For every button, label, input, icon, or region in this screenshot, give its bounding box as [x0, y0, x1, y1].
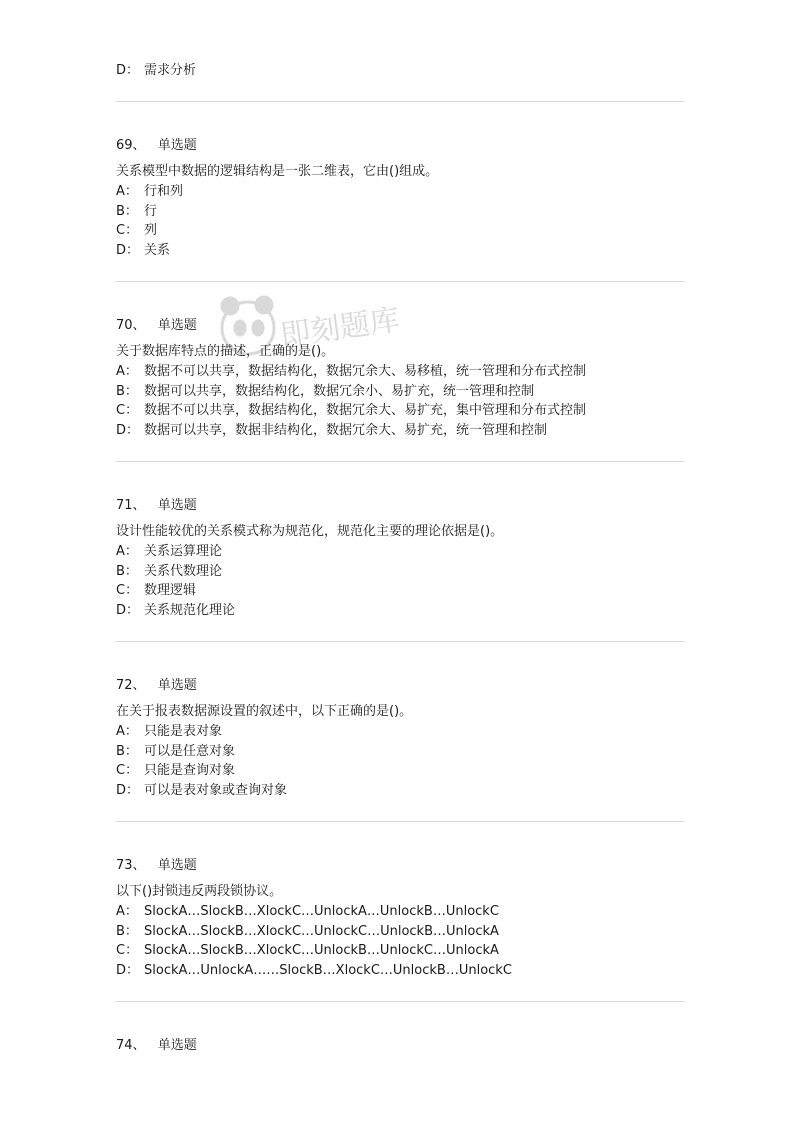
- divider: [116, 101, 684, 102]
- option-letter: D：: [116, 963, 140, 978]
- option-a: [116, 903, 499, 921]
- option-letter: D：: [116, 603, 140, 618]
- option-b: [116, 923, 499, 941]
- question-header: [116, 677, 197, 695]
- question-stem: 设计性能较优的关系模式称为规范化，规范化主要的理论依据是()。: [116, 524, 504, 539]
- option-text: 可以是表对象或查询对象: [144, 783, 288, 798]
- divider: [116, 821, 684, 822]
- option-c: [116, 582, 196, 600]
- option-c: [116, 762, 235, 780]
- option-text: 关系规范化理论: [144, 603, 236, 618]
- option-b: [116, 203, 157, 221]
- divider: [116, 641, 684, 642]
- question-header: [116, 317, 197, 335]
- option-d: [116, 422, 547, 440]
- question-header: [116, 1037, 197, 1055]
- option-letter: B：: [116, 924, 138, 939]
- question-stem: 在关于报表数据源设置的叙述中，以下正确的是()。: [116, 704, 413, 719]
- option-letter: B：: [116, 564, 138, 579]
- option-letter: C：: [116, 403, 139, 418]
- option-text: 可以是任意对象: [144, 744, 236, 759]
- option-text: 只能是表对象: [144, 724, 223, 739]
- question-type: 单选题: [157, 318, 197, 333]
- question-type: 单选题: [157, 678, 197, 693]
- option-text: 需求分析: [144, 63, 197, 78]
- option-a: [116, 183, 183, 201]
- option-d: [116, 962, 512, 980]
- option-letter: C：: [116, 583, 139, 598]
- divider: [116, 461, 684, 462]
- option-letter: C：: [116, 763, 139, 778]
- option-d: [116, 242, 170, 260]
- question-number: 70、: [116, 318, 146, 333]
- option-letter: B：: [116, 384, 138, 399]
- watermark-text: 即刻题库: [278, 302, 402, 354]
- option-letter: A：: [116, 364, 138, 379]
- question-header: [116, 137, 197, 155]
- question-type: 单选题: [157, 858, 197, 873]
- option-b: [116, 563, 222, 581]
- option-text: 数据可以共享，数据结构化，数据冗余小、易扩充，统一管理和控制: [144, 384, 535, 399]
- option-letter: C：: [116, 943, 139, 958]
- option-text: 数据不可以共享，数据结构化，数据冗余大、易扩充，集中管理和分布式控制: [144, 403, 587, 418]
- question-header: [116, 857, 197, 875]
- option-text: 行和列: [144, 184, 184, 199]
- option-a: [116, 543, 222, 561]
- option-text: SlockA…SlockB…XlockC…UnlockA…UnlockB…UnlockC: [144, 904, 499, 919]
- option-b: [116, 743, 235, 761]
- option-letter: D：: [116, 243, 140, 258]
- option-text: 关系代数理论: [144, 564, 223, 579]
- option-c: [116, 222, 157, 240]
- option-letter: D：: [116, 423, 140, 438]
- option-d: [116, 782, 287, 800]
- option-letter: A：: [116, 544, 138, 559]
- option-c: [116, 402, 586, 420]
- option-b: [116, 383, 534, 401]
- option-text: 只能是查询对象: [144, 763, 236, 778]
- question-stem: 关系模型中数据的逻辑结构是一张二维表，它由()组成。: [116, 164, 439, 179]
- option-text: 行: [144, 204, 158, 219]
- question-type: 单选题: [157, 1038, 197, 1053]
- question-type: 单选题: [157, 138, 197, 153]
- option-a: [116, 723, 222, 741]
- question-type: 单选题: [157, 498, 197, 513]
- question-number: 73、: [116, 858, 146, 873]
- option-c: [116, 942, 499, 960]
- divider: [116, 1001, 684, 1002]
- option-text: 数理逻辑: [144, 583, 197, 598]
- divider: [116, 281, 684, 282]
- option-letter: C：: [116, 223, 139, 238]
- question-number: 72、: [116, 678, 146, 693]
- question-number: 71、: [116, 498, 146, 513]
- question-stem: 以下()封锁违反两段锁协议。: [116, 884, 283, 899]
- question-number: 69、: [116, 138, 146, 153]
- option-d: [116, 602, 235, 620]
- option-text: SlockA…SlockB…XlockC…UnlockC…UnlockB…UnlockA: [144, 924, 499, 939]
- option-letter: B：: [116, 204, 138, 219]
- option-text: 列: [144, 223, 158, 238]
- question-number: 74、: [116, 1038, 146, 1053]
- option-text: SlockA…SlockB…XlockC…UnlockB…UnlockC…UnlockA: [144, 943, 499, 958]
- option-text: 数据可以共享，数据非结构化，数据冗余大、易扩充，统一管理和控制: [144, 423, 548, 438]
- option-a: [116, 363, 586, 381]
- question-stem: 关于数据库特点的描述，正确的是()。: [116, 344, 335, 359]
- option-letter: A：: [116, 904, 138, 919]
- option-letter: B：: [116, 744, 138, 759]
- option-text: 关系: [144, 243, 171, 258]
- option-letter: A：: [116, 184, 138, 199]
- option-d: [116, 62, 196, 80]
- option-letter: D：: [116, 783, 140, 798]
- option-text: SlockA…UnlockA……SlockB…XlockC…UnlockB…UnlockC: [144, 963, 512, 978]
- question-header: [116, 497, 197, 515]
- option-letter: A：: [116, 724, 138, 739]
- option-text: 数据不可以共享，数据结构化，数据冗余大、易移植，统一管理和分布式控制: [144, 364, 587, 379]
- option-text: 关系运算理论: [144, 544, 223, 559]
- option-letter: D：: [116, 63, 140, 78]
